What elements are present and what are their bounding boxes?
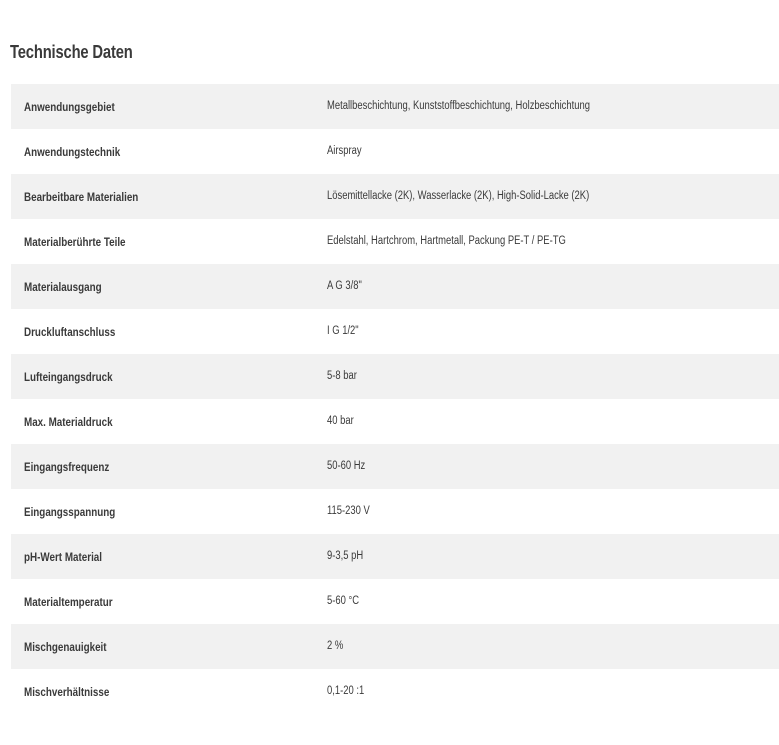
table-row (11, 669, 779, 714)
spec-label-text: Materialausgang (24, 279, 102, 294)
spec-value-text: 40 bar (327, 414, 354, 427)
spec-label-text: Eingangsfrequenz (24, 459, 110, 474)
table-row (11, 84, 779, 129)
spec-label (11, 191, 327, 203)
spec-value (327, 146, 779, 158)
table-row (11, 489, 779, 534)
spec-value (327, 461, 779, 473)
spec-label (11, 506, 327, 518)
spec-label (11, 641, 327, 653)
spec-label (11, 236, 327, 248)
spec-label-text: Materialberührte Teile (24, 234, 126, 249)
spec-value-text: 5-60 °C (327, 594, 360, 607)
table-row (11, 444, 779, 489)
spec-label-text: Max. Materialdruck (24, 414, 113, 429)
spec-value (327, 101, 779, 113)
table-row (11, 534, 779, 579)
table-row (11, 354, 779, 399)
spec-label-text: pH-Wert Material (24, 549, 103, 564)
spec-value (327, 551, 779, 563)
spec-label-text: Materialtemperatur (24, 594, 113, 609)
spec-value (327, 281, 779, 293)
spec-label (11, 461, 327, 473)
spec-value-text: 5-8 bar (327, 369, 357, 382)
spec-label (11, 551, 327, 563)
spec-value-text: 9-3,5 pH (327, 549, 364, 562)
table-row (11, 579, 779, 624)
spec-value-text: Airspray (327, 144, 362, 157)
table-row (11, 399, 779, 444)
spec-label-text: Lufteingangsdruck (24, 369, 113, 384)
spec-value-text: Edelstahl, Hartchrom, Hartmetall, Packung PE-T / PE-TG (327, 234, 566, 247)
page-title-text: Technische Daten (10, 42, 133, 62)
spec-label (11, 326, 327, 338)
table-row (11, 624, 779, 669)
table-row (11, 219, 779, 264)
spec-label-text: Bearbeitbare Materialien (24, 189, 139, 204)
table-row (11, 264, 779, 309)
spec-value (327, 506, 779, 518)
spec-value (327, 326, 779, 338)
spec-label (11, 416, 327, 428)
spec-value-text: Lösemittellacke (2K), Wasserlacke (2K), High-Solid-Lacke (2K) (327, 189, 590, 202)
spec-table (11, 84, 779, 714)
spec-value-text: 115-230 V (327, 504, 370, 517)
spec-label (11, 371, 327, 383)
spec-value (327, 191, 779, 203)
spec-value-text: I G 1/2" (327, 324, 359, 337)
spec-value-text: 50-60 Hz (327, 459, 366, 472)
spec-label (11, 596, 327, 608)
spec-label-text: Mischgenauigkeit (24, 639, 107, 654)
spec-value (327, 641, 779, 653)
page-title (10, 42, 160, 63)
table-row (11, 174, 779, 219)
spec-value-text: A G 3/8" (327, 279, 362, 292)
spec-label-text: Anwendungsgebiet (24, 99, 115, 114)
spec-label-text: Anwendungstechnik (24, 144, 121, 159)
spec-label-text: Druckluftanschluss (24, 324, 116, 339)
spec-label-text: Mischverhältnisse (24, 684, 110, 699)
spec-label-text: Eingangsspannung (24, 504, 116, 519)
spec-value (327, 596, 779, 608)
table-row (11, 309, 779, 354)
spec-label (11, 101, 327, 113)
table-row (11, 129, 779, 174)
spec-label (11, 146, 327, 158)
spec-value (327, 371, 779, 383)
spec-value (327, 416, 779, 428)
spec-value (327, 236, 779, 248)
spec-value-text: 2 % (327, 639, 344, 652)
spec-label (11, 281, 327, 293)
spec-label (11, 686, 327, 698)
spec-value-text: Metallbeschichtung, Kunststoffbeschichtung, Holzbeschichtung (327, 99, 590, 112)
spec-value-text: 0,1-20 :1 (327, 684, 365, 697)
spec-value (327, 686, 779, 698)
